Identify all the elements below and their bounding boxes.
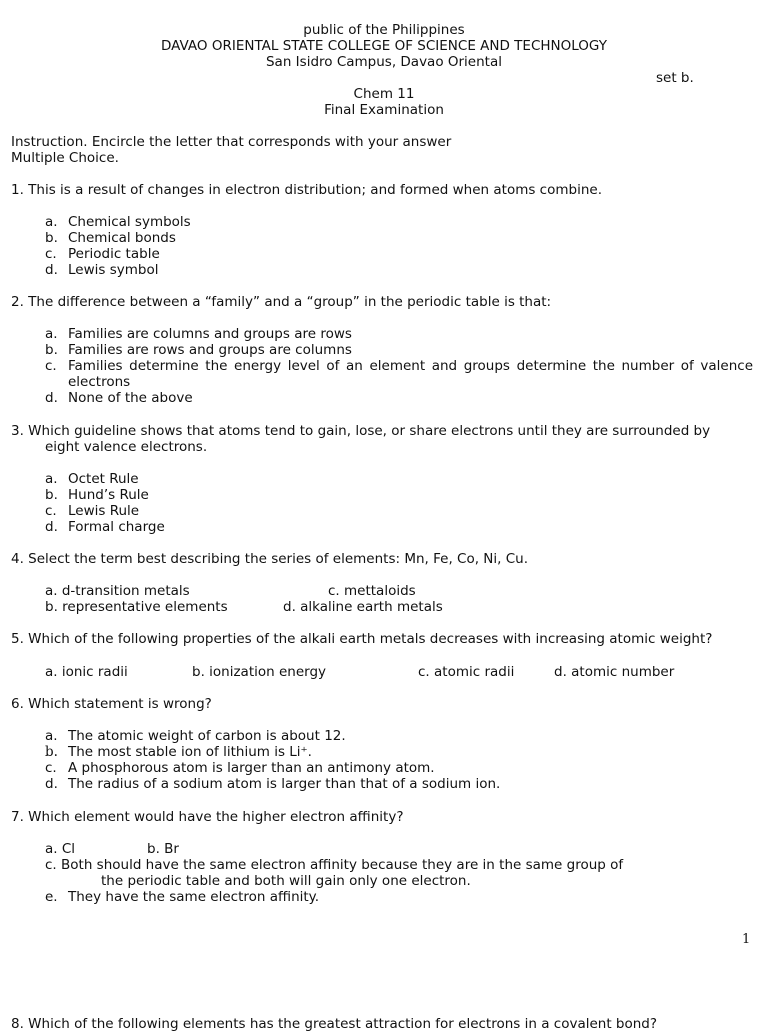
q1-option-b-letter: b.: [45, 230, 58, 246]
q2-option-c-letter: c.: [45, 358, 57, 374]
q4-option-c: c. mettaloids: [328, 583, 416, 599]
q7-option-e: They have the same electron affinity.: [68, 889, 320, 905]
instruction: Instruction. Encircle the letter that corresponds with your answer: [11, 134, 452, 150]
q1-option-a-letter: a.: [45, 214, 58, 230]
q3-option-b-letter: b.: [45, 487, 58, 503]
question-1: 1. This is a result of changes in electron distribution; and formed when atoms combine.: [11, 182, 602, 198]
question-8-partial: 8. Which of the following elements has the greatest attraction for electrons in a covalent bond?: [11, 1016, 658, 1032]
q2-option-c: Families determine the energy level of an element and groups determine the number of valence electrons: [68, 358, 753, 390]
q3-option-a: Octet Rule: [68, 471, 139, 487]
q6-option-c: A phosphorous atom is larger than an antimony atom.: [68, 760, 435, 776]
q6-option-a: The atomic weight of carbon is about 12.: [68, 728, 346, 744]
q5-option-a: a. ionic radii: [45, 664, 128, 680]
q3-option-d-letter: d.: [45, 519, 58, 535]
q6-option-c-letter: c.: [45, 760, 57, 776]
q2-option-b-letter: b.: [45, 342, 58, 358]
question-2: 2. The difference between a “family” and a “group” in the periodic table is that:: [11, 294, 552, 310]
q5-option-d: d. atomic number: [554, 664, 675, 680]
q3-option-a-letter: a.: [45, 471, 58, 487]
q3-option-b: Hund’s Rule: [68, 487, 149, 503]
q3-option-c: Lewis Rule: [68, 503, 140, 519]
question-7: 7. Which element would have the higher electron affinity?: [11, 809, 404, 825]
q6-option-a-letter: a.: [45, 728, 58, 744]
q7-option-b: b. Br: [147, 841, 179, 857]
section-title: Multiple Choice.: [11, 150, 119, 166]
q1-option-b: Chemical bonds: [68, 230, 176, 246]
q6-option-b-letter: b.: [45, 744, 58, 760]
q1-option-c-letter: c.: [45, 246, 57, 262]
question-4: 4. Select the term best describing the series of elements: Mn, Fe, Co, Ni, Cu.: [11, 551, 529, 567]
q2-option-d: None of the above: [68, 390, 193, 406]
q4-option-a: a. d-transition metals: [45, 583, 190, 599]
header-republic: public of the Philippines: [303, 22, 465, 38]
header-campus: San Isidro Campus, Davao Oriental: [265, 54, 502, 70]
q2-option-a-letter: a.: [45, 326, 58, 342]
q2-option-d-letter: d.: [45, 390, 58, 406]
q2-option-a: Families are columns and groups are rows: [68, 326, 352, 342]
question-3-line-2: eight valence electrons.: [45, 439, 208, 455]
course-title: Chem 11: [353, 86, 415, 102]
q3-option-d: Formal charge: [68, 519, 165, 535]
q6-option-d: The radius of a sodium atom is larger than that of a sodium ion.: [68, 776, 501, 792]
q6-option-b: The most stable ion of lithium is Li⁺.: [68, 744, 312, 760]
q7-option-c-line-2: the periodic table and both will gain only one electron.: [101, 873, 471, 889]
question-5: 5. Which of the following properties of the alkali earth metals decreases with increasing atomic weight?: [11, 631, 713, 647]
page-number: 1: [742, 932, 751, 947]
q2-option-b: Families are rows and groups are columns: [68, 342, 352, 358]
q3-option-c-letter: c.: [45, 503, 57, 519]
q1-option-d: Lewis symbol: [68, 262, 159, 278]
q5-option-b: b. ionization energy: [192, 664, 327, 680]
header-college: DAVAO ORIENTAL STATE COLLEGE OF SCIENCE AND TECHNOLOGY: [161, 38, 607, 54]
q5-option-c: c. atomic radii: [418, 664, 515, 680]
q4-option-d: d. alkaline earth metals: [283, 599, 443, 615]
q6-option-d-letter: d.: [45, 776, 58, 792]
q1-option-d-letter: d.: [45, 262, 58, 278]
exam-title: Final Examination: [324, 102, 444, 118]
q7-option-a: a. Cl: [45, 841, 76, 857]
question-6: 6. Which statement is wrong?: [11, 696, 212, 712]
q7-option-e-letter: e.: [45, 889, 58, 905]
q7-option-c-line-1: c. Both should have the same electron affinity because they are in the same group of: [45, 857, 624, 873]
q4-option-b: b. representative elements: [45, 599, 228, 615]
q1-option-c: Periodic table: [68, 246, 160, 262]
question-3-line-1: 3. Which guideline shows that atoms tend to gain, lose, or share electrons until they are surrounded by: [11, 423, 711, 439]
set-label: set b.: [656, 70, 694, 86]
q1-option-a: Chemical symbols: [68, 214, 191, 230]
